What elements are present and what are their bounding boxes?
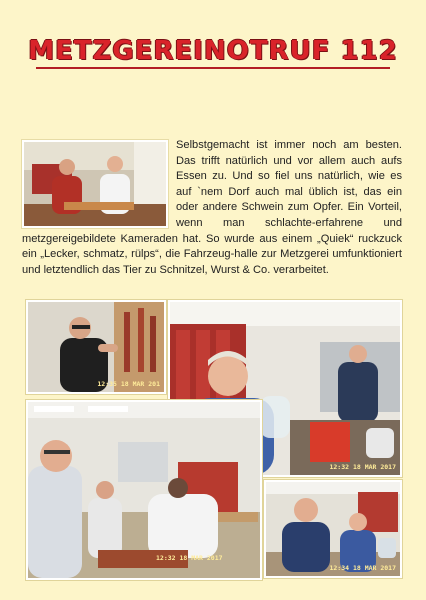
photo-scene: [24, 142, 166, 226]
photo-date-stamp: 12:32 18 MAR 2017: [156, 554, 223, 562]
photo-thumbs-up: [26, 300, 166, 394]
photo-group-processing: [26, 400, 262, 580]
photo-date-stamp: 12:34 18 MAR 2017: [329, 564, 396, 572]
intro-section: [22, 138, 402, 278]
photo-butchers-portrait: [22, 140, 168, 228]
photo-scene: [28, 302, 164, 392]
page-title: METZGEREINOTRUF 112: [28, 36, 398, 66]
title-underline: [36, 67, 390, 69]
photo-date-stamp: 12:32 18 MAR 2017: [329, 463, 396, 471]
photo-scene: [266, 482, 400, 576]
photo-scene: [28, 402, 260, 578]
intro-text: Selbstgemacht ist immer noch am besten. Das trifft natürlich und vor allem auch aufs Essen zu. Und so fiel uns natürlich, wie es auf `nem Dorf auch mal üblich ist, das ein oder andere Schwein zum Opfer. Ein Vorteil, wenn man schlachte-erfahrene und metzgereigebildete Kameraden hat. So wurde aus einem „Quiek“ ruckzuck ein „Lecker, schmatz, rülps“, die Fahrzeug-halle zur Metzgerei umfunktioniert und letztendlich das Tier zu Schnitzel, Wurst & Co. verarbeitet.: [22, 139, 402, 276]
photo-date-stamp: 12:35 18 MAR 201: [97, 380, 160, 388]
photo-two-at-table: [264, 480, 402, 578]
